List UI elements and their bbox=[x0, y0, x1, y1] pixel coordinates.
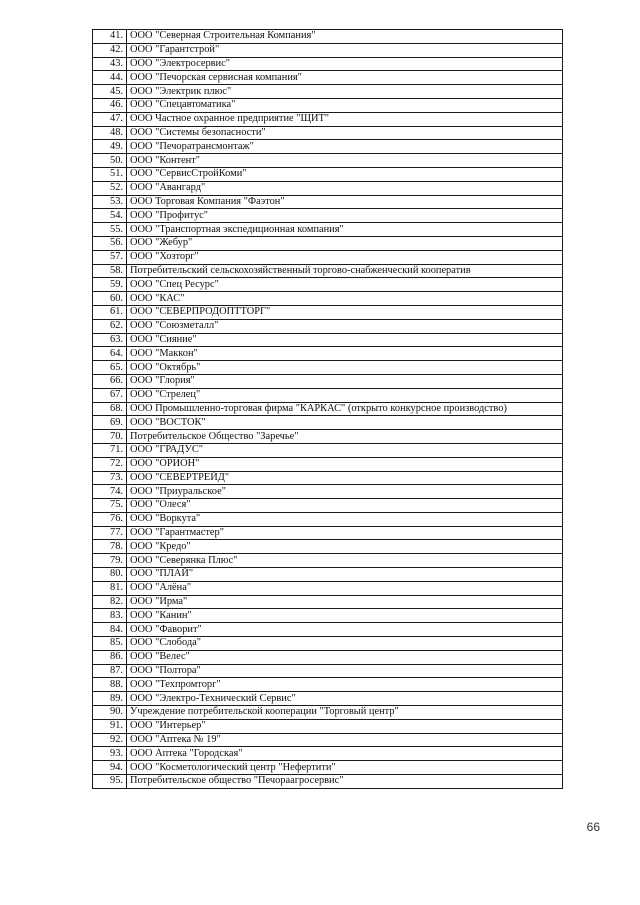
organization-name: ООО "Авангард" bbox=[127, 181, 563, 195]
organization-name: ООО "Интерьер" bbox=[127, 719, 563, 733]
row-number: 67. bbox=[93, 388, 127, 402]
row-number: 53. bbox=[93, 195, 127, 209]
table-row bbox=[93, 457, 563, 471]
organization-name: ООО "Косметологический центр "Нефертити" bbox=[127, 761, 563, 775]
organization-name: ООО "Алёна" bbox=[127, 581, 563, 595]
row-number: 87. bbox=[93, 664, 127, 678]
table-row bbox=[93, 264, 563, 278]
organization-name: ООО "Союзметалл" bbox=[127, 319, 563, 333]
row-number: 90. bbox=[93, 706, 127, 720]
table-row bbox=[93, 443, 563, 457]
row-number: 89. bbox=[93, 692, 127, 706]
row-number: 69. bbox=[93, 416, 127, 430]
row-number: 74. bbox=[93, 485, 127, 499]
organization-name: ООО "Системы безопасности" bbox=[127, 126, 563, 140]
row-number: 45. bbox=[93, 85, 127, 99]
table-row bbox=[93, 112, 563, 126]
table-row bbox=[93, 319, 563, 333]
table-row bbox=[93, 416, 563, 430]
table-row bbox=[93, 223, 563, 237]
row-number: 77. bbox=[93, 526, 127, 540]
row-number: 85. bbox=[93, 637, 127, 651]
row-number: 78. bbox=[93, 540, 127, 554]
table-row bbox=[93, 733, 563, 747]
table-row bbox=[93, 71, 563, 85]
row-number: 71. bbox=[93, 443, 127, 457]
row-number: 57. bbox=[93, 250, 127, 264]
row-number: 94. bbox=[93, 761, 127, 775]
organization-name: ООО "Воркута" bbox=[127, 512, 563, 526]
organization-name: ООО "Приуральское" bbox=[127, 485, 563, 499]
row-number: 95. bbox=[93, 775, 127, 789]
organization-name: ООО "Велес" bbox=[127, 650, 563, 664]
row-number: 75. bbox=[93, 499, 127, 513]
table-row bbox=[93, 43, 563, 57]
table-row bbox=[93, 471, 563, 485]
page-number: 66 bbox=[586, 820, 600, 834]
row-number: 50. bbox=[93, 154, 127, 168]
organization-name: ООО "СервисСтройКоми" bbox=[127, 167, 563, 181]
organization-name: ООО "Транспортная экспедиционная компания" bbox=[127, 223, 563, 237]
table-row bbox=[93, 98, 563, 112]
table-row bbox=[93, 609, 563, 623]
organization-name: Учреждение потребительской кооперации "Торговый центр" bbox=[127, 706, 563, 720]
row-number: 81. bbox=[93, 581, 127, 595]
row-number: 80. bbox=[93, 568, 127, 582]
table-row bbox=[93, 278, 563, 292]
organization-name: ООО "Глория" bbox=[127, 374, 563, 388]
organization-name: ООО "Северная Строительная Компания" bbox=[127, 30, 563, 44]
row-number: 83. bbox=[93, 609, 127, 623]
table-row bbox=[93, 236, 563, 250]
organization-name: ООО "Печорская сервисная компания" bbox=[127, 71, 563, 85]
row-number: 68. bbox=[93, 402, 127, 416]
organization-name: ООО "Техпромторг" bbox=[127, 678, 563, 692]
row-number: 79. bbox=[93, 554, 127, 568]
organization-name: ООО Торговая Компания "Фаэтон" bbox=[127, 195, 563, 209]
table-row bbox=[93, 706, 563, 720]
row-number: 92. bbox=[93, 733, 127, 747]
row-number: 86. bbox=[93, 650, 127, 664]
organization-name: ООО "Маккон" bbox=[127, 347, 563, 361]
organizations-table bbox=[92, 29, 563, 789]
table-row bbox=[93, 526, 563, 540]
table-row bbox=[93, 126, 563, 140]
row-number: 58. bbox=[93, 264, 127, 278]
row-number: 73. bbox=[93, 471, 127, 485]
organization-name: ООО "ПЛАЙ" bbox=[127, 568, 563, 582]
table-row bbox=[93, 485, 563, 499]
organization-name: ООО "СЕВЕРПРОДОПТТОРГ" bbox=[127, 305, 563, 319]
table-row bbox=[93, 650, 563, 664]
table-row bbox=[93, 595, 563, 609]
table-row bbox=[93, 209, 563, 223]
row-number: 43. bbox=[93, 57, 127, 71]
row-number: 63. bbox=[93, 333, 127, 347]
organization-name: ООО "Полтора" bbox=[127, 664, 563, 678]
row-number: 47. bbox=[93, 112, 127, 126]
organization-name: ООО "Профитус" bbox=[127, 209, 563, 223]
organization-name: ООО "Контент" bbox=[127, 154, 563, 168]
organization-name: ООО "Электрик плюс" bbox=[127, 85, 563, 99]
organization-name: ООО "Электросервис" bbox=[127, 57, 563, 71]
table-row bbox=[93, 374, 563, 388]
organization-name: ООО "Стрелец" bbox=[127, 388, 563, 402]
organization-name: ООО "Канин" bbox=[127, 609, 563, 623]
organization-name: ООО "Кредо" bbox=[127, 540, 563, 554]
table-row bbox=[93, 623, 563, 637]
row-number: 44. bbox=[93, 71, 127, 85]
organization-name: ООО "Ирма" bbox=[127, 595, 563, 609]
table-row bbox=[93, 775, 563, 789]
row-number: 54. bbox=[93, 209, 127, 223]
table-row bbox=[93, 388, 563, 402]
table-row bbox=[93, 761, 563, 775]
row-number: 84. bbox=[93, 623, 127, 637]
table-row bbox=[93, 664, 563, 678]
row-number: 60. bbox=[93, 292, 127, 306]
organization-name: ООО Аптека "Городская" bbox=[127, 747, 563, 761]
row-number: 49. bbox=[93, 140, 127, 154]
organization-name: ООО "КАС" bbox=[127, 292, 563, 306]
table-row bbox=[93, 719, 563, 733]
organization-name: ООО "Гарантстрой" bbox=[127, 43, 563, 57]
table-row bbox=[93, 678, 563, 692]
table-row bbox=[93, 195, 563, 209]
organization-name: ООО "Жебур" bbox=[127, 236, 563, 250]
organization-name: ООО "Электро-Технический Сервис" bbox=[127, 692, 563, 706]
organization-name: ООО "Октябрь" bbox=[127, 361, 563, 375]
organization-name: ООО "ВОСТОК" bbox=[127, 416, 563, 430]
table-row bbox=[93, 568, 563, 582]
table-row bbox=[93, 554, 563, 568]
table-row bbox=[93, 250, 563, 264]
organization-name: ООО "СЕВЕРТРЕЙД" bbox=[127, 471, 563, 485]
organization-name: Потребительский сельскохозяйственный торгово-снабженческий кооператив bbox=[127, 264, 563, 278]
table-row bbox=[93, 499, 563, 513]
row-number: 56. bbox=[93, 236, 127, 250]
organization-name: ООО "Спецавтоматика" bbox=[127, 98, 563, 112]
table-row bbox=[93, 692, 563, 706]
row-number: 91. bbox=[93, 719, 127, 733]
table-row bbox=[93, 57, 563, 71]
table-row bbox=[93, 581, 563, 595]
row-number: 55. bbox=[93, 223, 127, 237]
row-number: 48. bbox=[93, 126, 127, 140]
organization-name: ООО "Фаворит" bbox=[127, 623, 563, 637]
table-row bbox=[93, 512, 563, 526]
table-row bbox=[93, 402, 563, 416]
table-row bbox=[93, 430, 563, 444]
organization-name: ООО "Олеся" bbox=[127, 499, 563, 513]
table-row bbox=[93, 333, 563, 347]
table-row bbox=[93, 85, 563, 99]
row-number: 88. bbox=[93, 678, 127, 692]
row-number: 51. bbox=[93, 167, 127, 181]
row-number: 52. bbox=[93, 181, 127, 195]
organization-name: ООО "Аптека № 19" bbox=[127, 733, 563, 747]
organization-name: Потребительское общество "Печораагросервис" bbox=[127, 775, 563, 789]
table-row bbox=[93, 292, 563, 306]
organization-name: ООО "ГРАДУС" bbox=[127, 443, 563, 457]
table-row bbox=[93, 305, 563, 319]
table-row bbox=[93, 167, 563, 181]
organization-name: ООО "Гарантмастер" bbox=[127, 526, 563, 540]
row-number: 82. bbox=[93, 595, 127, 609]
row-number: 65. bbox=[93, 361, 127, 375]
table-row bbox=[93, 140, 563, 154]
table-row bbox=[93, 30, 563, 44]
row-number: 66. bbox=[93, 374, 127, 388]
row-number: 46. bbox=[93, 98, 127, 112]
organization-name: ООО Частное охранное предприятие "ЩИТ" bbox=[127, 112, 563, 126]
table-row bbox=[93, 540, 563, 554]
row-number: 42. bbox=[93, 43, 127, 57]
table-row bbox=[93, 361, 563, 375]
row-number: 59. bbox=[93, 278, 127, 292]
table-row bbox=[93, 747, 563, 761]
row-number: 72. bbox=[93, 457, 127, 471]
organization-name: ООО Промышленно-торговая фирма "КАРКАС" (открыто конкурсное производство) bbox=[127, 402, 563, 416]
organization-name: ООО "Хозторг" bbox=[127, 250, 563, 264]
organization-name: ООО "Сияние" bbox=[127, 333, 563, 347]
organization-name: ООО "Спец Ресурс" bbox=[127, 278, 563, 292]
row-number: 76. bbox=[93, 512, 127, 526]
row-number: 41. bbox=[93, 30, 127, 44]
row-number: 62. bbox=[93, 319, 127, 333]
organization-name: ООО "ОРИОН" bbox=[127, 457, 563, 471]
row-number: 70. bbox=[93, 430, 127, 444]
table-row bbox=[93, 154, 563, 168]
organization-name: ООО "Северянка Плюс" bbox=[127, 554, 563, 568]
row-number: 93. bbox=[93, 747, 127, 761]
row-number: 61. bbox=[93, 305, 127, 319]
table-body bbox=[93, 30, 563, 789]
table-row bbox=[93, 181, 563, 195]
organization-name: ООО "Слобода" bbox=[127, 637, 563, 651]
table-row bbox=[93, 347, 563, 361]
organization-name: ООО "Печоратрансмонтаж" bbox=[127, 140, 563, 154]
table-row bbox=[93, 637, 563, 651]
row-number: 64. bbox=[93, 347, 127, 361]
organization-name: Потребительское Общество "Заречье" bbox=[127, 430, 563, 444]
